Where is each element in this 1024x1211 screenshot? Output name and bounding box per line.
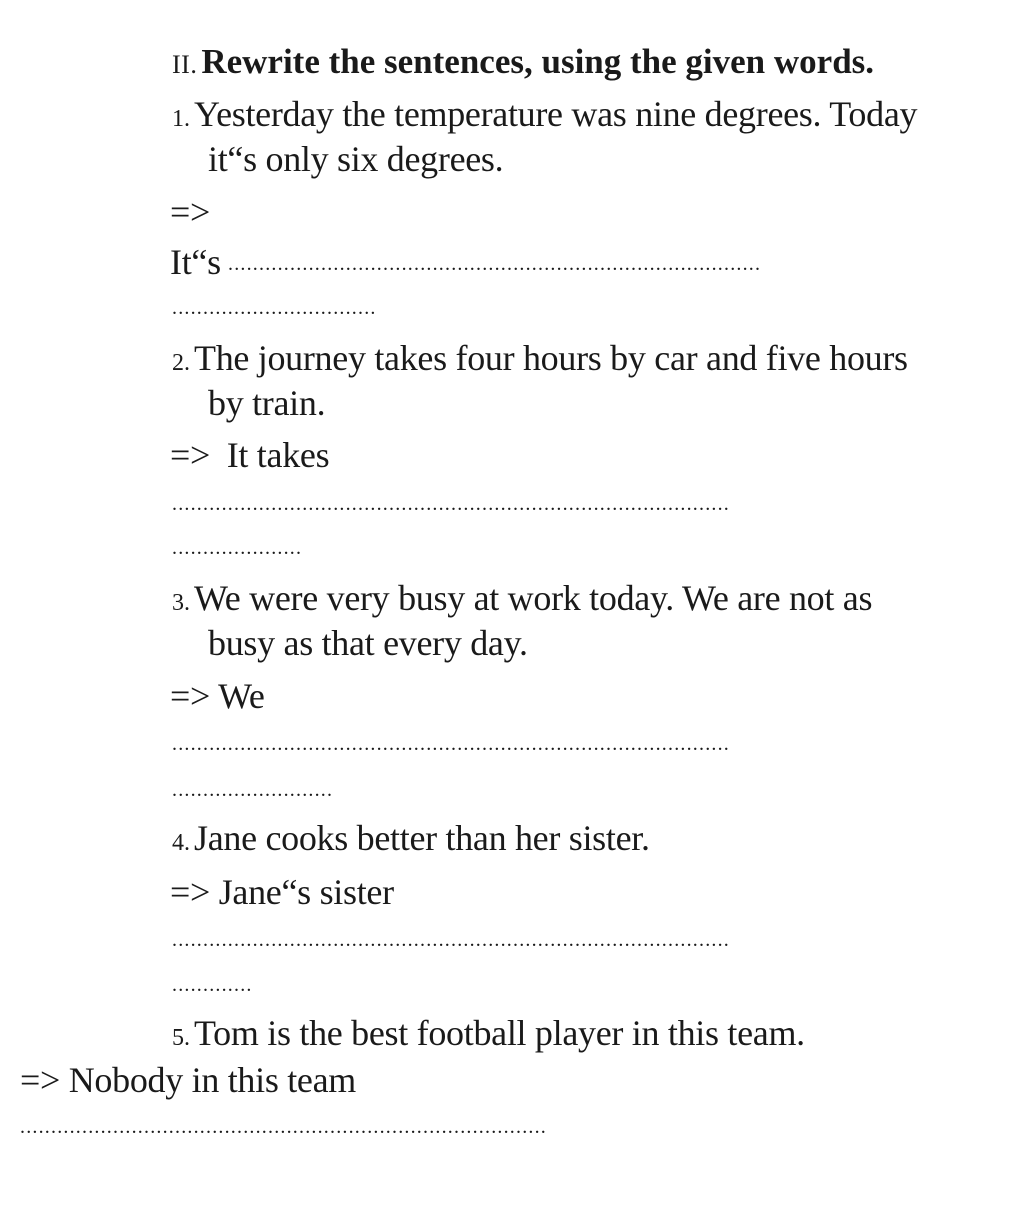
- answer-line[interactable]: ......................................................................................: [228, 254, 762, 274]
- answer-line-start: [170, 437, 329, 473]
- question-number: 3.: [172, 590, 190, 616]
- answer-line-start: [20, 1062, 356, 1098]
- question-number: 2.: [172, 350, 190, 376]
- answer-line[interactable]: ..........................................................................................: [172, 734, 730, 754]
- section-title: Rewrite the sentences, using the given words.: [201, 42, 875, 81]
- answer-line-start: [170, 874, 394, 910]
- answer-start: It“s: [170, 242, 221, 282]
- question-number: 4.: [172, 830, 190, 856]
- section-heading: [172, 44, 874, 79]
- question-text: The journey takes four hours by car and five hours: [194, 338, 908, 378]
- answer-arrow: =>: [170, 435, 211, 475]
- answer-line[interactable]: ..........................................................................................: [172, 930, 730, 950]
- question-1: [172, 96, 917, 132]
- answer-start: We: [218, 676, 265, 716]
- question-text: We were very busy at work today. We are not as: [194, 578, 873, 618]
- answer-arrow: =>: [170, 872, 211, 912]
- question-5: [172, 1015, 805, 1051]
- answer-start: Nobody in this team: [68, 1060, 356, 1100]
- question-text-continued: busy as that every day.: [208, 623, 528, 663]
- answer-arrow: =>: [20, 1060, 61, 1100]
- question-text: Tom is the best football player in this team.: [194, 1013, 805, 1053]
- question-4: [172, 820, 650, 856]
- question-text: Jane cooks better than her sister.: [194, 818, 650, 858]
- question-text-continued: it“s only six degrees.: [208, 139, 504, 179]
- answer-start: It takes: [226, 435, 330, 475]
- answer-line[interactable]: .................................: [172, 298, 377, 318]
- question-text: Yesterday the temperature was nine degrees. Today: [194, 94, 918, 134]
- answer-arrow: =>: [170, 676, 211, 716]
- question-number: 5.: [172, 1025, 190, 1051]
- answer-start: Jane“s sister: [218, 872, 394, 912]
- answer-line-start: [170, 678, 265, 714]
- answer-line[interactable]: .....................................................................................: [20, 1117, 547, 1137]
- question-2: [172, 340, 908, 376]
- answer-line[interactable]: ..........................................................................................: [172, 494, 730, 514]
- answer-line[interactable]: .....................: [172, 538, 303, 558]
- question-text-continued: by train.: [208, 383, 326, 423]
- answer-line[interactable]: .............: [172, 975, 253, 995]
- answer-arrow: =>: [170, 192, 211, 232]
- question-number: 1.: [172, 106, 190, 132]
- question-3: [172, 580, 872, 616]
- section-numeral: II.: [172, 50, 198, 79]
- answer-line[interactable]: ..........................: [172, 780, 334, 800]
